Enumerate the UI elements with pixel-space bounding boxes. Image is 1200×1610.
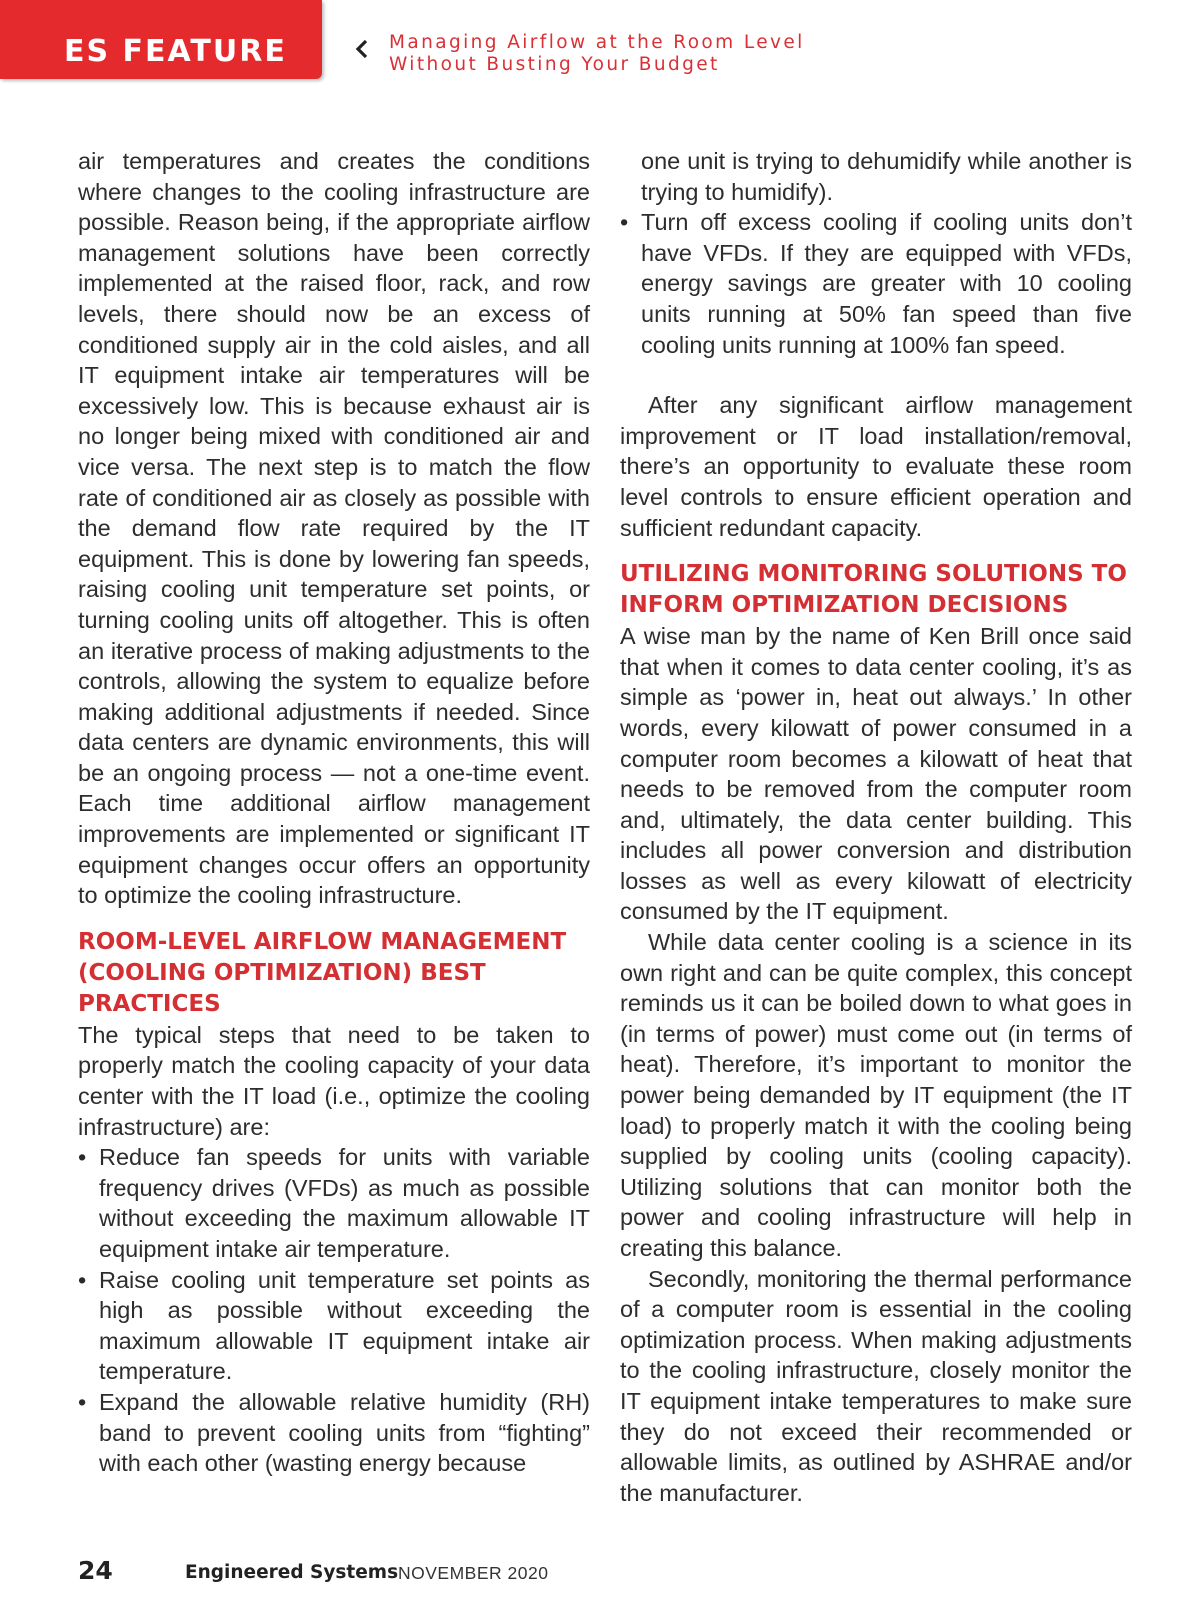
body-paragraph: Secondly, monitoring the thermal performance of a computer room is essential in the cooling optimization process. When making adjustments to the cooling infrastructure, closely monitor the IT equipment intake temperatures to make sure they do not exceed their recommended or allowable limits, as outlined by ASHRAE and/or the manufacturer. [620,1265,1132,1506]
bullet-icon: • [78,1388,87,1415]
right-column [620,146,1132,1508]
section-heading: UTILIZING MONITORING SOLUTIONS TO INFORM OPTIMIZATION DECISIONS [620,561,1127,619]
bullet-text: Turn off excess cooling if cooling units don’t have VFDs. If they are equipped with VFDs, energy savings are greater with 10 cooling units running at 50% fan speed than five cooling units running at 100% fan speed. [641,209,1132,358]
body-paragraph: A wise man by the name of Ken Brill once said that when it comes to data center cooling, it’s as simple as ‘power in, heat out always.’ In other words, every kilowatt of power consumed in a computer room becomes a kilowatt of heat that needs to be removed from the computer room and, ultimately, the data center building. This includes all power conversion and distribution losses as well as every kilowatt of electricity consumed by the IT equipment. [620,623,1132,925]
body-paragraph: While data center cooling is a science in its own right and can be quite complex, this concept reminds us it can be boiled down to what goes in (in terms of power) must come out (in terms of heat). Therefore, it’s important to monitor the power being demanded by IT equipment (the IT load) to properly match it with the cooling being supplied by cooling units (cooling capacity). Utilizing solutions that can monitor both the power and cooling infrastructure will help in creating this balance. [620,929,1132,1261]
bullet-text: Raise cooling unit temperature set points as high as possible without exceeding the maximum allowable IT equipment intake air temperature. [99,1266,590,1385]
bullet-text: Reduce fan speeds for units with variable frequency drives (VFDs) as much as possible without exceeding the maximum allowable IT equipment intake air temperature. [99,1144,590,1262]
bullet-item [620,207,1132,360]
section-heading: ROOM-LEVEL AIRFLOW MANAGEMENT (COOLING OPTIMIZATION) BEST PRACTICES [78,928,567,1017]
bullet-continuation [620,146,1132,207]
left-column [78,146,590,1479]
bullet-text: Expand the allowable relative humidity (RH) band to prevent cooling units from “fighting” with each other (wasting energy because [99,1388,590,1477]
bullet-text: one unit is trying to dehumidify while another is trying to humidify). [641,148,1132,205]
bullet-icon: • [620,209,629,236]
article-title-line2: Without Busting Your Budget [389,54,720,75]
article-title-line1: Managing Airflow at the Room Level [389,32,805,53]
bullet-icon: • [78,1266,87,1293]
body-paragraph: The typical steps that need to be taken to properly match the cooling capacity of your data center with the IT load (i.e., optimize the cooling infrastructure) are: [78,1021,590,1140]
section-tab [0,0,322,79]
bullet-item [78,1142,590,1264]
bullet-icon: • [78,1144,87,1171]
page-number: 24 [78,1556,113,1585]
body-paragraph: After any significant airflow management improvement or IT load installation/removal, there’s an opportunity to evaluate these room level controls to ensure efficient operation and sufficient redundant capacity. [620,392,1132,541]
issue-date: NOVEMBER 2020 [398,1563,549,1583]
article-title[interactable] [389,32,805,76]
bullet-item [78,1265,590,1387]
chevron-left-icon[interactable] [355,39,369,59]
magazine-name: Engineered Systems [185,1562,399,1583]
section-label: ES FEATURE [64,34,287,69]
body-paragraph: air temperatures and creates the conditions where changes to the cooling infrastructure are possible. Reason being, if the appropriate airflow management solutions have been correctly implemented at the raised floor, rack, and row levels, there should now be an excess of conditioned supply air in the cold aisles, and all IT equipment intake air temperatures will be excessively low. This is because exhaust air is no longer being mixed with conditioned air and vice versa. The next step is to match the flow rate of conditioned air as closely as possible with the demand flow rate required by the IT equipment. This is done by lowering fan speeds, raising cooling unit temperature set points, or turning cooling units off altogether. This is often an iterative process of making adjustments to the controls, allowing the system to equalize before making additional adjustments if needed. Since data centers are dynamic environments, this will be an ongoing process — not a one-time event. Each time additional airflow management improvements are implemented or significant IT equipment changes occur offers an opportunity to optimize the cooling infrastructure. [78,148,590,909]
bullet-item [78,1387,590,1479]
